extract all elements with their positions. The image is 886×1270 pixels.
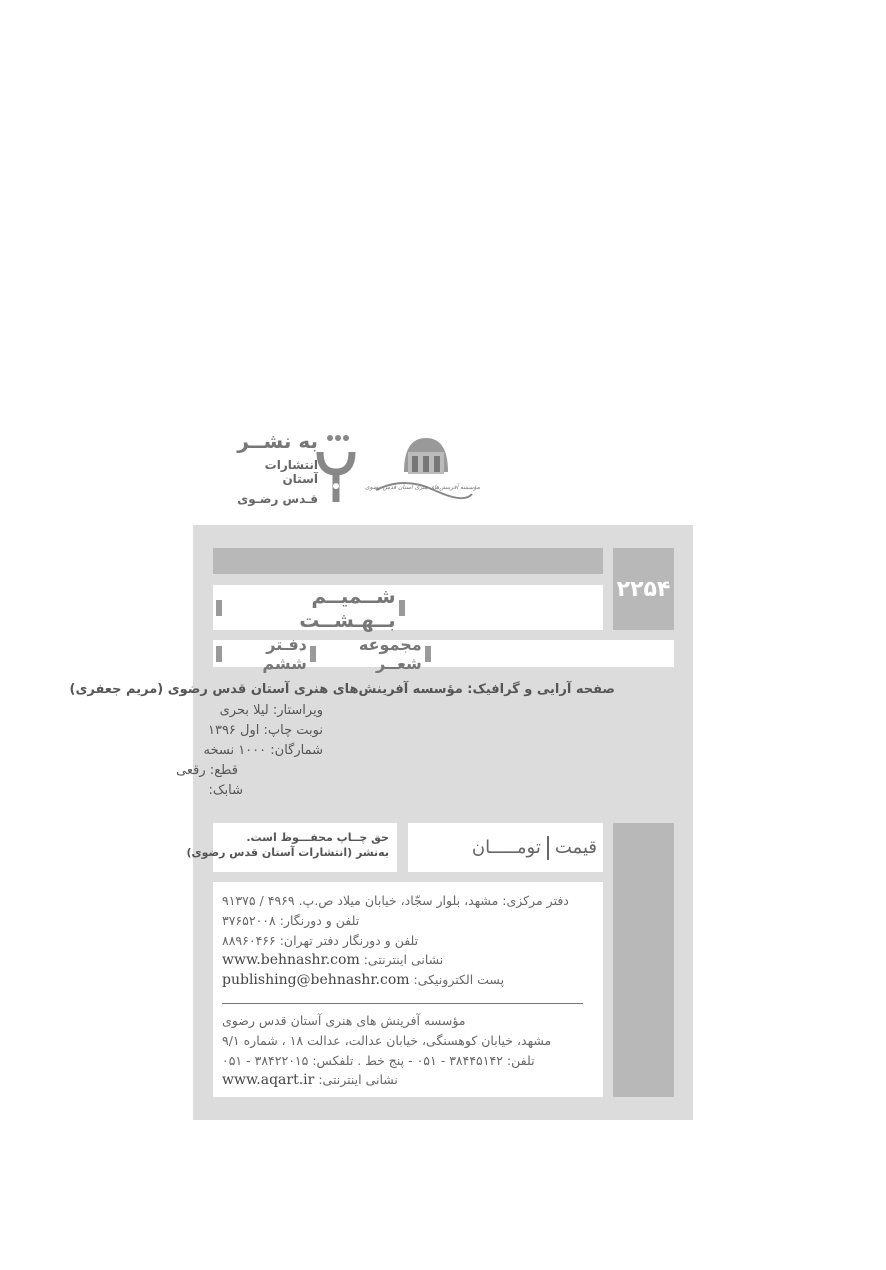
publisher-email-row — [222, 972, 504, 988]
institute-name-line: مؤسسه آفرینش های هنری آستان قدس رضوی — [222, 1013, 466, 1028]
price-divider — [547, 836, 549, 860]
institute-address: مشهد، خیابان کوهسنگی، خیابان عدالت، عدالت ۱۸ ، شماره ۹/۱ — [222, 1033, 552, 1048]
book-number-block — [613, 548, 674, 630]
credit-editor: ویراستار: لیلا بحری — [219, 703, 323, 718]
publisher-email[interactable]: publishing@behnashr.com — [222, 972, 410, 988]
credit-isbn: شابک: — [208, 783, 243, 798]
institute-emblem-icon — [374, 432, 474, 504]
publisher-name-line1: به نشــر — [237, 429, 318, 453]
publisher-tehran: تلفن و دورنگار دفتر تهران: ۸۸۹۶۰۴۶۶ — [222, 933, 419, 948]
title-box — [213, 585, 603, 630]
publisher-name-line3: قـدس رضـوی — [237, 491, 318, 506]
subtitle-mark-1 — [216, 646, 222, 662]
price-box — [408, 823, 603, 872]
book-volume: دفـتر ششم — [262, 634, 307, 673]
institute-web-label: نشانی اینترنتی: — [318, 1072, 398, 1087]
copyright-box — [186, 823, 397, 872]
institute-web[interactable]: www.aqart.ir — [222, 1072, 315, 1088]
copyright-line2: به‌نشر (انتشارات آستان قدس رضوی) — [186, 846, 389, 859]
price-unit: تومـــــان — [471, 837, 541, 858]
publisher-web[interactable]: www.behnashr.com — [222, 952, 360, 968]
publisher-web-row — [222, 952, 443, 968]
subtitle-mark-2 — [310, 646, 316, 662]
side-block — [613, 823, 674, 1097]
title-mark-left — [216, 600, 222, 616]
credit-edition: نوبت چاپ: اول ۱۳۹۶ — [207, 723, 323, 738]
publisher-web-label: نشانی اینترنتی: — [363, 952, 444, 967]
subtitle-box — [213, 634, 674, 673]
publisher-email-label: پست الکترونیکی: — [413, 972, 505, 987]
book-title: شــمیــم بــهـشــت — [299, 583, 396, 632]
credit-design: صفحه آرایی و گرافیک: مؤسسه آفرینش‌های هنری آستان قدس رضوی (مریم جعفری) — [69, 682, 615, 697]
institute-name: مؤسسه آفرینش‌های هنری آستان قدس رضوی — [365, 484, 480, 491]
title-mark-right — [399, 600, 405, 616]
subtitle-mark-3 — [425, 646, 431, 662]
publisher-phone: تلفن و دورنگار: ۳۷۶۵۲۰۰۸ — [222, 913, 360, 928]
book-number: ۲۲۵۴ — [616, 576, 671, 602]
copyright-line1: حق چــاپ محفـــوظ است. — [246, 831, 389, 844]
publisher-office: دفتر مرکزی: مشهد، بلوار سجّاد، خیابان میلاد ص.پ. ۴۹۶۹ / ۹۱۳۷۵ — [222, 893, 569, 908]
address-divider — [222, 1003, 583, 1004]
behnashr-emblem-icon — [316, 432, 356, 504]
credit-copies: شمارگان: ۱۰۰۰ نسخه — [203, 743, 323, 758]
publisher-name-line2: انتشارات آستان — [264, 458, 318, 486]
book-collection: مجموعه شعــر — [358, 634, 422, 673]
price-label: قیمت — [554, 837, 597, 858]
header-bar — [213, 548, 603, 574]
institute-phone: تلفن: ۳۸۴۴۵۱۴۲ - ۰۵۱ - پنج خط . تلفکس: ۳۸۴۲۲۰۱۵ - ۰۵۱ — [222, 1053, 535, 1068]
behnashr-logo — [228, 430, 318, 510]
institute-web-row — [222, 1072, 398, 1088]
credit-format: قطع: رقعی — [176, 763, 238, 778]
